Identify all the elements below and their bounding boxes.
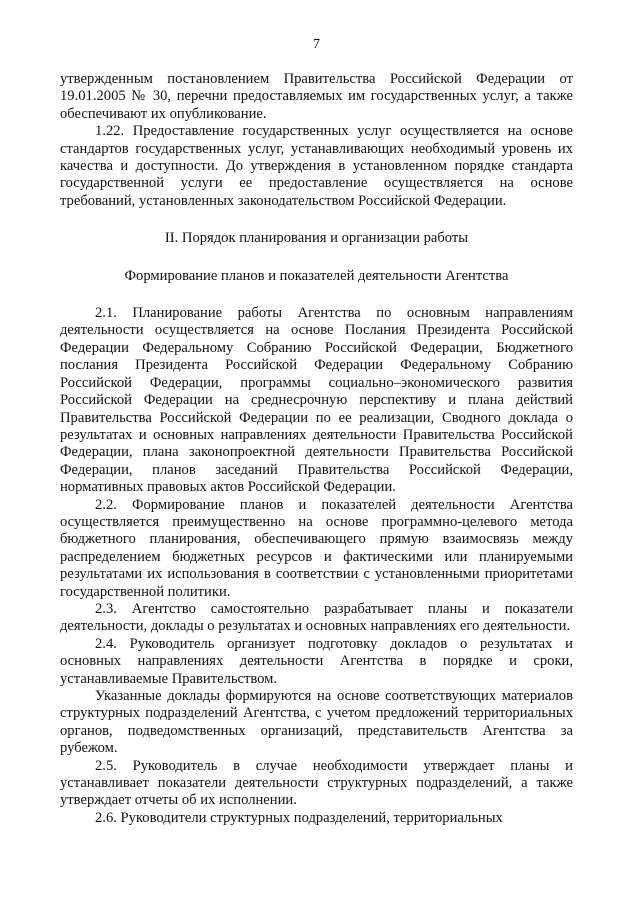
subsection-heading: Формирование планов и показателей деятельности Агентства (124, 267, 509, 284)
paragraph-2-3: 2.3. Агентство самостоятельно разрабатывает планы и показатели деятельности, доклады о результатах и основных направлениях его деятельности. (60, 600, 573, 635)
page-number: 7 (313, 37, 320, 52)
paragraph-2-6: 2.6. Руководители структурных подразделений, территориальных (95, 809, 503, 826)
paragraph-continuation: утвержденным постановлением Правительства Российской Федерации от 19.01.2005 № 30, перечни предоставляемых им государственных услуг, а также обеспечивают их опубликование. (60, 71, 573, 122)
paragraph-reports: Указанные доклады формируются на основе соответствующих материалов структурных подразделений Агентства, с учетом предложений территориальных органов, подведомственных организаций, представительств Агентства за рубежом. (60, 688, 573, 757)
paragraph-2-5: 2.5. Руководитель в случае необходимости утверждает планы и устанавливает показатели деятельности структурных подразделений, а также утверждает отчеты об их исполнении. (60, 757, 573, 809)
paragraph-2-1: 2.1. Планирование работы Агентства по основным направлениям деятельности осуществляется на основе Послания Президента Российской Федерации Федеральному Собранию Российской Федерации, Бюджетного послания Президента Российской Федерации Федеральному Собранию Российской Федерации, программы социально–экономического развития Российской Федерации на среднесрочную перспективу и плана действий Правительства Российской Федерации по ее реализации, Сводного доклада о результатах и основных направлениях деятельности Правительства Российской Федерации, плана законопроектной деятельности Правительства Российской Федерации, планов заседаний Правительства Российской Федерации, нормативных правовых актов Российской Федерации. (60, 305, 573, 496)
paragraph-1-22: 1.22. Предоставление государственных услуг осуществляется на основе стандартов государственных услуг, устанавливающих необходимый уровень их качества и доступности. До утверждения в установленном порядке стандарта государственной услуги ее предоставление осуществляется на основе требований, установленных законодательством Российской Федерации. (60, 123, 573, 209)
document-page (60, 36, 573, 827)
paragraph-2-4: 2.4. Руководитель организует подготовку докладов о результатах и основных направлениях деятельности Агентства в порядке и сроки, устанавливаемые Правительством. (60, 635, 573, 687)
section-heading: II. Порядок планирования и организации работы (164, 230, 469, 247)
paragraph-2-2: 2.2. Формирование планов и показателей деятельности Агентства осуществляется преимущественно на основе программно-целевого метода бюджетного планирования, обеспечивающего прямую взаимосвязь между распределением бюджетных ресурсов и фактическими или планируемыми результатами их использования в соответствии с установленными приоритетами государственной политики. (60, 496, 573, 600)
